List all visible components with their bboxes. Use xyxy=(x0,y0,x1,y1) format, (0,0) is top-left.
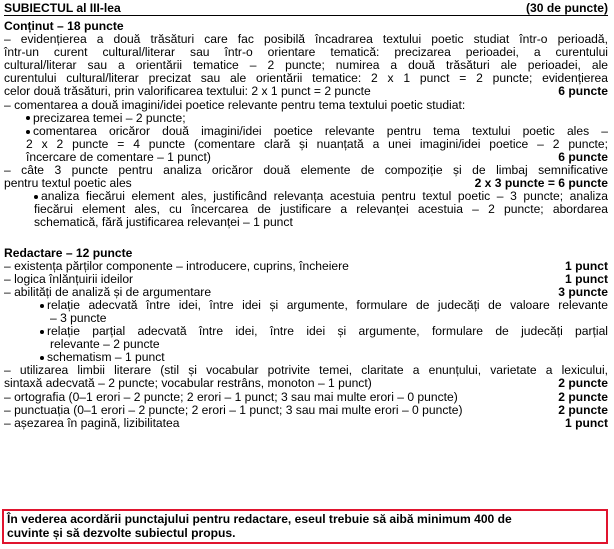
bullet-icon xyxy=(40,356,44,360)
subject-points: (30 de puncte) xyxy=(526,1,608,15)
content-line: celor două trăsături, prin valorificarea textului: 2 x 1 punct = 2 puncte xyxy=(4,84,371,99)
bullet-item xyxy=(4,125,608,138)
writing-row xyxy=(4,273,608,286)
content-section-title: Conținut – 18 puncte xyxy=(4,19,124,33)
writing-row xyxy=(4,417,608,430)
points-label: 2 x 3 puncte = 6 puncte xyxy=(474,176,608,191)
writing-row xyxy=(4,404,608,417)
content-line: într-un curent cultural/literar sau într-o orientare tematică: precizarea perioadei, a curentului xyxy=(4,45,608,60)
criterion-text: – abilități de analiză și de argumentare xyxy=(4,284,212,299)
note-line: În vederea acordării punctajului pentru redactare, eseul trebuie să aibă minimum 400 de xyxy=(7,512,512,526)
bullet-text: schematism – 1 punct xyxy=(47,350,165,365)
bullet-text: relație adecvată între idei, între idei și argumente, formulare de judecăți de valoare relevante xyxy=(47,297,608,312)
points-label: 6 puncte xyxy=(558,84,608,99)
points-label: 1 punct xyxy=(564,415,608,430)
points-label: 3 puncte xyxy=(558,284,608,299)
content-line: – comentarea a două imagini/idei poetice relevante pentru tema textului poetic studiat: xyxy=(4,97,466,112)
bullet-item xyxy=(4,299,608,312)
content-row xyxy=(4,85,608,98)
bullet-text: comentarea oricăror două imagini/idei poetice relevante pentru tema textului poetic ales – xyxy=(33,123,608,138)
criterion-text: – existența părților componente – introducere, cuprins, încheiere xyxy=(4,258,349,273)
writing-row xyxy=(4,391,608,404)
bullet-continuation: relevante – 2 puncte xyxy=(50,337,160,352)
subject-title: SUBIECTUL al III-lea xyxy=(4,1,121,15)
content-line: – evidențierea a două trăsături care fac posibilă încadrarea textului poetic studiat într-o perioadă, xyxy=(4,32,608,47)
criterion-text: sintaxă adecvată – 2 puncte; vocabular restrâns, monoton – 1 punct) xyxy=(4,376,372,391)
points-label: 2 puncte xyxy=(558,389,608,404)
bullet-icon xyxy=(40,304,44,308)
points-label: 6 puncte xyxy=(558,149,608,164)
criterion-text: – așezarea în pagină, lizibilitatea xyxy=(4,415,180,430)
bullet-text: relație parțial adecvată între idei, între idei și argumente, formulare de judecăți parțial xyxy=(47,324,608,339)
criterion-text: – ortografia (0–1 erori – 2 puncte; 2 erori – 1 punct; 3 sau mai multe erori – 0 puncte) xyxy=(4,389,458,404)
bullet-text: analiza fiecărui element ales, justificând relevanța acestuia pentru textul poetic – 3 puncte; analiza xyxy=(41,189,608,204)
bullet-continuation: fiecărui element ales, cu încercarea de justificare a relevanței acestuia – 2 puncte; abordarea xyxy=(34,202,608,217)
points-label: 2 puncte xyxy=(558,402,608,417)
points-label: 1 punct xyxy=(564,271,608,286)
grading-document xyxy=(4,0,608,430)
bullet-icon xyxy=(26,116,30,120)
bullet-icon xyxy=(40,330,44,334)
criterion-text: – punctuația (0–1 erori – 2 puncte; 2 erori – 1 punct; 3 sau mai multe erori – 0 puncte) xyxy=(4,402,463,417)
bullet-continuation: 2 x 2 puncte = 4 puncte (comentare clară și nuanțată a unei imagini/idei poetice – 2 puncte; xyxy=(26,136,608,151)
criterion-line: – utilizarea limbii literare (stil și vocabular potrivite temei, claritate a enunțului, varietate a lexicului, xyxy=(4,363,608,378)
criterion-text: – logica înlănțuirii ideilor xyxy=(4,271,134,286)
requirement-note xyxy=(2,509,608,544)
content-line: curentului cultural/literar precizat sau ale orientării tematice: 2 x 1 punct = 2 puncte; evidențierea xyxy=(4,71,608,86)
content-line: cultural/literar sau a orientării tematice – 2 puncte; numirea a două trăsături ale perioadei, ale xyxy=(4,58,608,73)
bullet-continuation: încercare de comentare – 1 punct) xyxy=(26,149,211,164)
bullet-text: precizarea temei – 2 puncte; xyxy=(33,110,186,125)
content-line: – câte 3 puncte pentru analiza oricăror două elemente de compoziție și de limbaj semnificative xyxy=(4,163,608,178)
bullet-icon xyxy=(26,130,30,134)
writing-row xyxy=(4,377,608,390)
content-line: pentru textul poetic ales xyxy=(4,176,132,191)
bullet-icon xyxy=(34,195,38,199)
points-label: 1 punct xyxy=(564,258,608,273)
subject-header xyxy=(4,0,608,16)
writing-section-title: Redactare – 12 puncte xyxy=(4,245,133,260)
writing-row xyxy=(4,260,608,273)
bullet-continuation: – 3 puncte xyxy=(50,310,107,325)
note-line: cuvinte și să dezvolte subiectul propus. xyxy=(7,525,236,540)
points-label: 2 puncte xyxy=(558,376,608,391)
bullet-continuation: schematică, fără justificarea relevanței – 1 punct xyxy=(34,215,293,230)
